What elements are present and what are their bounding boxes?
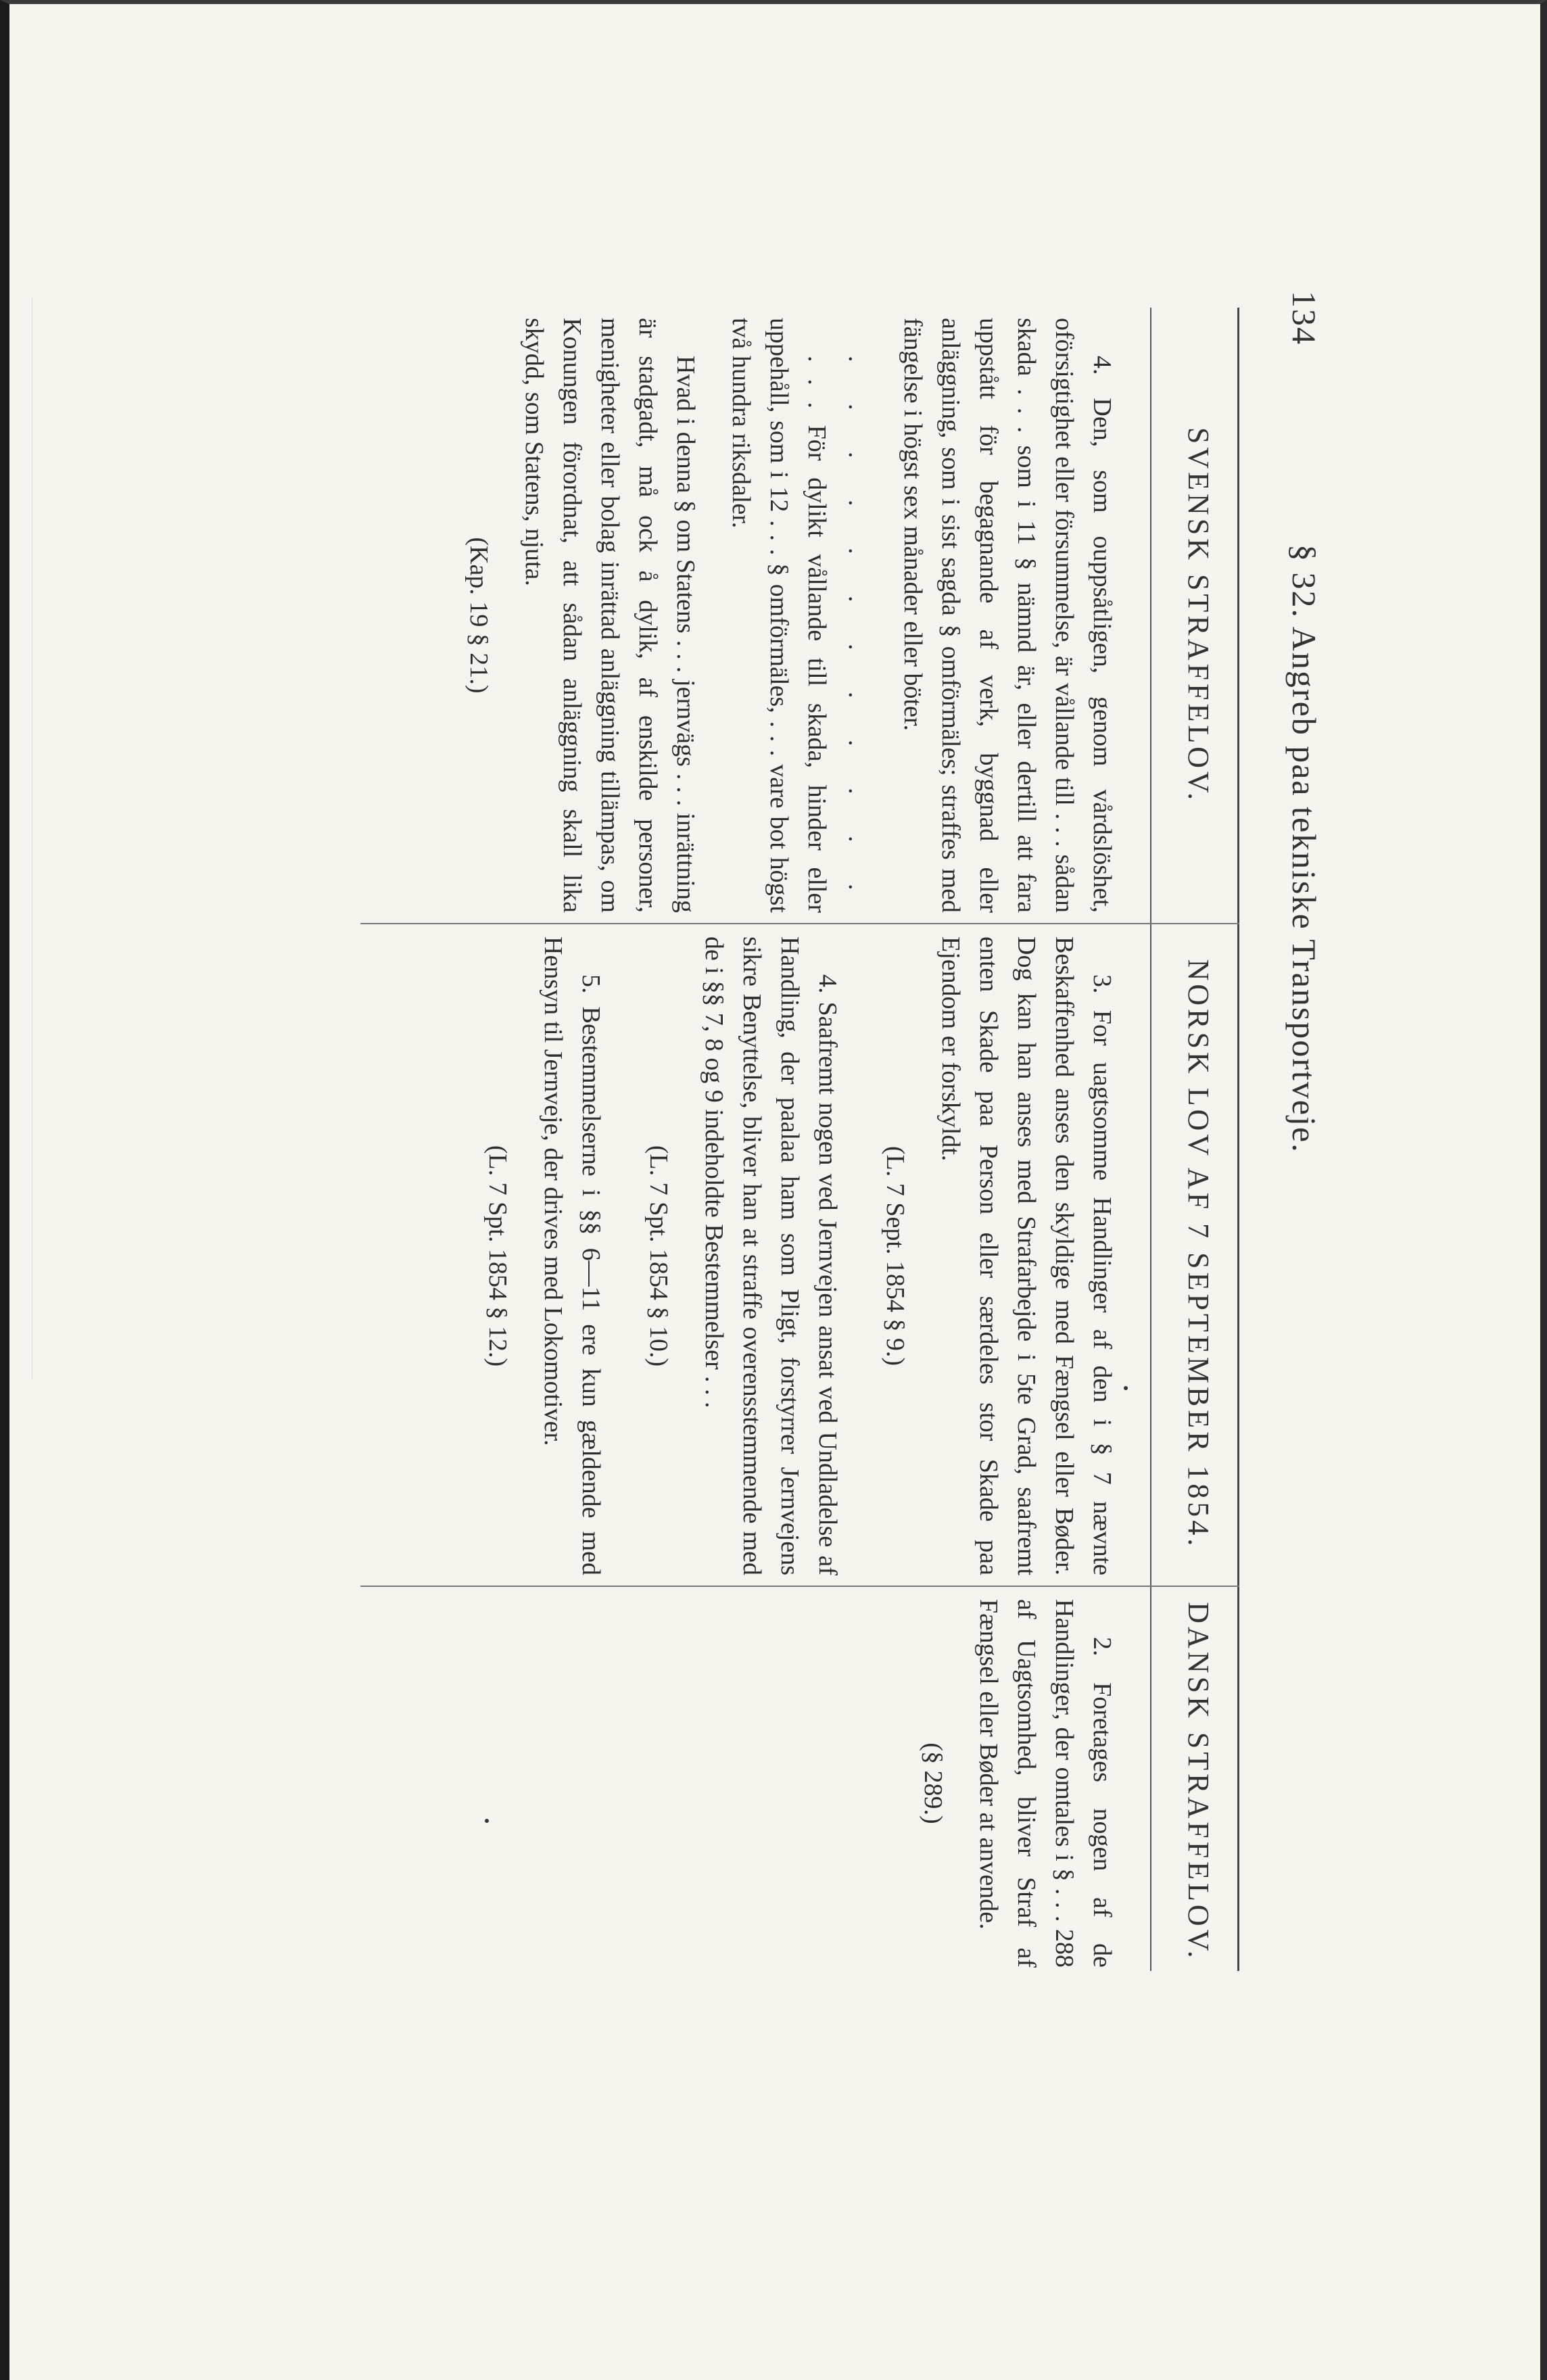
ink-speck bbox=[1124, 1386, 1128, 1390]
svensk-paragraph: 4. Den, som ouppsåtligen, genom vårdslöshet, oförsigtighet eller försummelse, är vållande till . . . sådan skada . . . som i 11 § nämnd är, eller dertill att fara uppstått för begagnande af verk, byggnad eller anläggning, som i sist sagda § omförmäles; straffes med fängelse i högst sex månader eller böter. bbox=[899, 318, 1116, 913]
column-heading-norsk: NORSK LOV AF 7 SEPTEMBER 1854. bbox=[1182, 959, 1215, 1550]
ellipsis-line: . . . . . . . . . . . . bbox=[843, 356, 872, 908]
column-heading-dansk: DANSK STRAFFELOV. bbox=[1182, 1602, 1215, 1961]
norsk-paragraph: 3. For uagtsomme Handlinger af den i § 7 nævnte Beskaffenhed anses den skyldige med Fængsel eller Bøder. Dog kan han anses med Strafarbejde i 5te Grad, saafremt enten Skade paa Person eller særdeles stor Skade paa Ejendom er forskyldt. bbox=[936, 936, 1116, 1575]
norsk-citation: (L. 7 Spt. 1854 § 10.) bbox=[644, 1145, 673, 1367]
column-heading-rule bbox=[1150, 308, 1151, 1971]
column-heading-svensk: SVENSK STRAFFELOV. bbox=[1182, 427, 1215, 804]
table-top-rule bbox=[1237, 308, 1239, 1971]
column-divider bbox=[360, 923, 1239, 924]
norsk-citation: (L. 7 Sept. 1854 § 9.) bbox=[881, 1145, 909, 1366]
norsk-column bbox=[449, 936, 1121, 1575]
svensk-paragraph: . . . För dylikt vållande till skada, hinder eller uppehåll, som i 12 . . . § omförmäles, . . . vare bot högst två hundra riksdaler. bbox=[727, 318, 831, 913]
norsk-paragraph: 5. Bestemmelserne i §§ 6—11 ere kun gældende med Hensyn til Jernveje, der drives med Lokomotiver. bbox=[539, 936, 605, 1575]
running-head: § 32. Angreb paa tekniske Transportveje. bbox=[1285, 544, 1323, 1153]
dansk-paragraph: 2. Foretages nogen af de Handlinger, der omtales i § . . . 288 af Uagtsomhed, bliver Straf af Fængsel eller Bøder at anvende. bbox=[974, 1599, 1116, 1968]
column-divider bbox=[360, 1586, 1239, 1587]
dansk-citation: (§ 289.) bbox=[919, 1742, 947, 1824]
norsk-paragraph: 4. Saafremt nogen ved Jernvejen ansat ved Undladelse af Handling, der paalaa ham som Pligt, forstyrrer Jernvejens sikre Benyttelse, bliver han at straffe overensstemmende med de i §§ 7, 8 og 9 indeholdte Bestemmelser . . . bbox=[700, 936, 842, 1575]
ink-speck bbox=[485, 1819, 489, 1823]
svensk-citation: (Kap. 19 § 21.) bbox=[465, 537, 493, 694]
page-number: 134 bbox=[1285, 291, 1323, 346]
svensk-column bbox=[430, 318, 1121, 913]
svensk-paragraph: Hvad i denna § om Statens . . . jernvägs . . . inrättning är stadgadt, må ock å dylik, af enskilde personer, menigheter eller bolag inrättad anläggning tillämpas, om Konungen förordnat, att sådan anläggning skall lika skydd, som Statens, njuta. bbox=[520, 318, 700, 913]
dansk-column bbox=[884, 1599, 1121, 1968]
norsk-citation: (L. 7 Spt. 1854 § 12.) bbox=[483, 1145, 512, 1367]
